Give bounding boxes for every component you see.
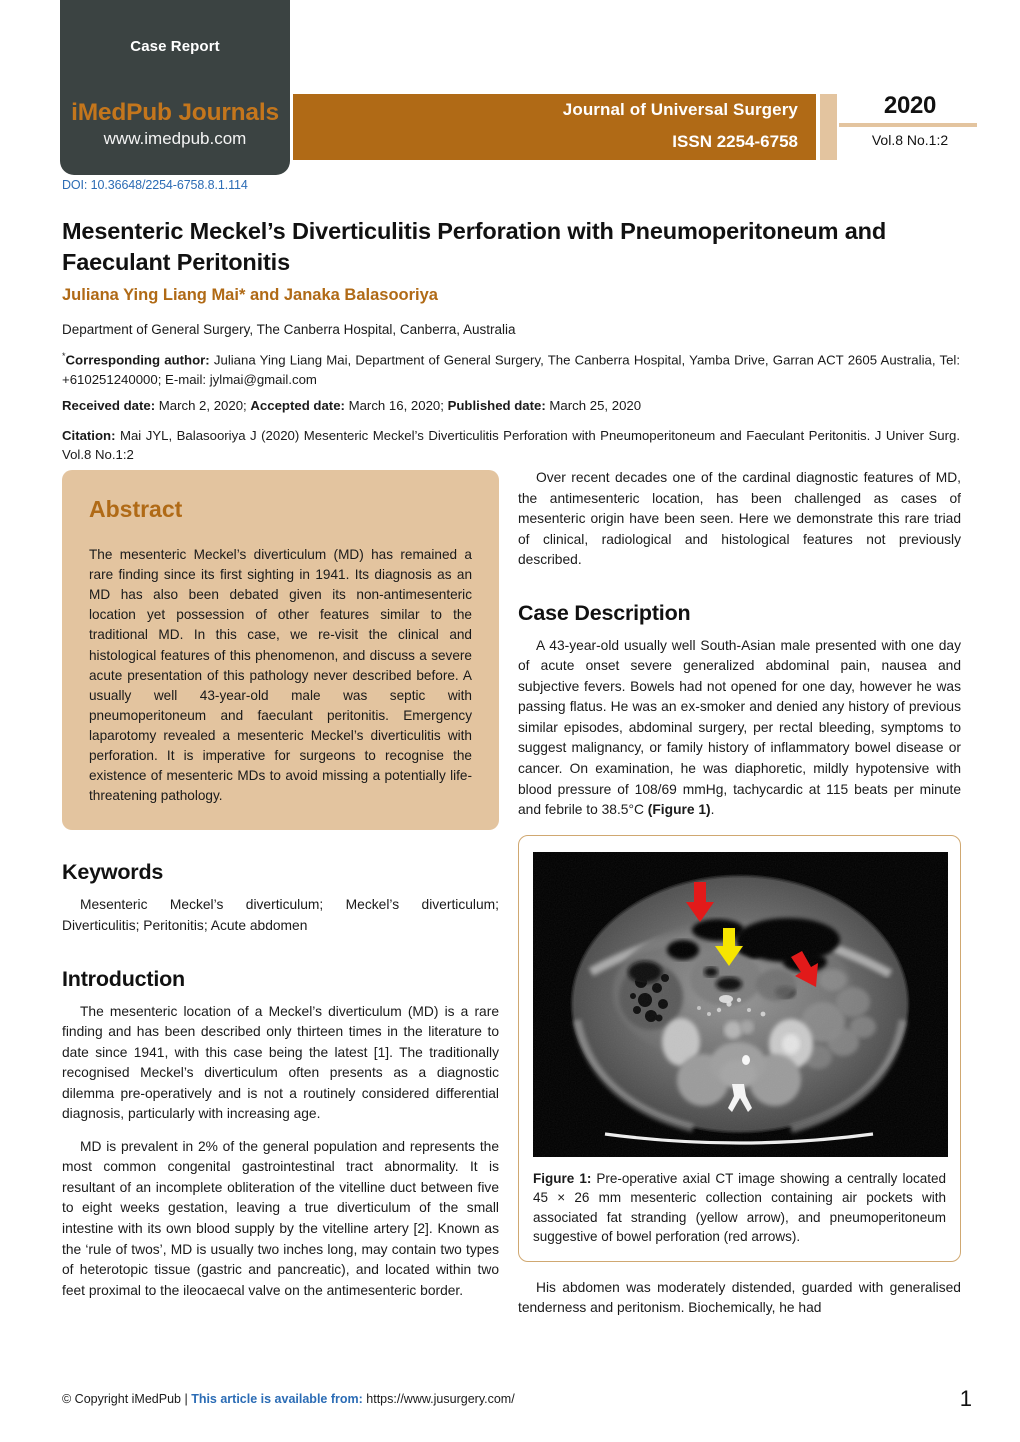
right-column: [518, 468, 961, 1331]
figure-1-container: [518, 835, 961, 1262]
introduction-paragraph-2: MD is prevalent in 2% of the general population and represents the most common congenital gastrointestinal tract abnormality. It is resultant of an incomplete obliteration of the vitelline duct between five to eight weeks gestation, leaving a true diverticulum of the small intestine with its own blood supply by the vitelline artery [2]. Known as the ‘rule of twos’, MD is usually two inches long, may contain two types of heterotopic tissue (gastric and pancreatic), and located within two feet proximal to the ileocaecal valve on the antimesenteric border.: [62, 1138, 499, 1298]
masthead-logo-box: [60, 0, 290, 175]
introduction-paragraph-1: The mesenteric location of a Meckel’s diverticulum (MD) is a rare finding and has been described only thirteen times in the literature to date since 1941, with this case being the latest [1]. The traditionally recognised Meckel’s diverticulum often presents as a diagnostic dilemma pre-operatively and is not a routinely considered differential diagnosis, particularly with increasing age.: [62, 1003, 499, 1122]
year-underline-rule: [839, 123, 977, 127]
figure-1-caption-text: Pre-operative axial CT image showing a centrally located 45 × 26 mm mesenteric collection containing air pockets with associated fat stranding (yellow arrow), and pneumoperitoneum suggestive of bowel perforation (red arrows).: [533, 1170, 946, 1245]
footer-article-url[interactable]: https://www.jusurgery.com/: [362, 1392, 515, 1406]
abstract-box: [62, 470, 499, 830]
published-date-label: Published date:: [447, 398, 546, 413]
abstract-heading: Abstract: [89, 496, 183, 522]
figure-1-caption: [533, 1169, 946, 1247]
footer-available-label: This article is available from:: [191, 1392, 363, 1406]
case-description-paragraph-1: [518, 636, 961, 821]
doi-link[interactable]: DOI: 10.36648/2254-6758.8.1.114: [62, 178, 248, 192]
received-date-value: March 2, 2020;: [155, 398, 251, 413]
volume-issue: Vol.8 No.1:2: [871, 132, 949, 148]
journal-issn: ISSN 2254-6758: [672, 132, 798, 151]
asterisk-marker: *: [62, 351, 66, 361]
page-title: Mesenteric Meckel’s Diverticulitis Perforation with Pneumoperitoneum and Faeculant Peritonitis: [62, 218, 887, 276]
volume-year-block: [845, 92, 975, 148]
corresponding-author-block: [62, 350, 960, 389]
imedpub-website-url: www.imedpub.com: [103, 129, 247, 148]
page-footer: [62, 1392, 515, 1406]
case-description-paragraph-2: His abdomen was moderately distended, guarded with generalised tenderness and peritonism. Biochemically, he had: [518, 1279, 961, 1316]
accepted-date-label: Accepted date:: [250, 398, 345, 413]
author-affiliation: Department of General Surgery, The Canberra Hospital, Canberra, Australia: [62, 322, 516, 337]
imedpub-logo: iMedPub Journals: [71, 99, 279, 126]
publication-dates-block: [62, 396, 960, 415]
accepted-date-value: March 16, 2020;: [344, 398, 448, 413]
ct-scan-image: [533, 852, 948, 1157]
journal-banner: [293, 94, 816, 160]
received-date-label: Received date:: [62, 398, 156, 413]
introduction-continued-paragraph: Over recent decades one of the cardinal diagnostic features of MD, the antimesenteric location, has been challenged as cases of mesenteric origin have been seen. Here we demonstrate this rare triad of clinical, radiological and histological features not previously described.: [518, 470, 961, 568]
page-number: 1: [959, 1386, 972, 1411]
keywords-heading: Keywords: [62, 860, 164, 885]
corresponding-author-details: Juliana Ying Liang Mai, Department of General Surgery, The Canberra Hospital, Yamba Drive, Garran ACT 2605 Australia, Tel: +610251240000; E-mail: jylmai@gmail.com: [62, 352, 960, 387]
keywords-text: Mesenteric Meckel’s diverticulum; Meckel’s diverticulum; Diverticulitis; Peritonitis; Acute abdomen: [62, 897, 499, 933]
figure-reference[interactable]: (Figure 1): [647, 802, 711, 818]
author-list: Juliana Ying Liang Mai* and Janaka Balasooriya: [62, 286, 438, 304]
banner-divider-bar: [820, 94, 837, 160]
case-text-part-c: .: [710, 802, 715, 818]
journal-title: Journal of Universal Surgery: [562, 100, 798, 119]
abstract-text: The mesenteric Meckel’s diverticulum (MD) has remained a rare finding since its first sighting in 1941. Its diagnosis as an MD has also been debated given its non-antimesenteric location yet possession of other features similar to the traditional MD. In this case, we re-visit the clinical and histological features of this phenomenon, and discuss a severe acute presentation of this pathology never described before. A usually well 43-year-old male was septic with pneumoperitoneum and faeculant peritonitis. Emergency laparotomy revealed a mesenteric Meckel’s diverticulitis with perforation. It is imperative for surgeons to recognise the existence of mesenteric MDs to avoid missing a potentially life-threatening pathology.: [89, 547, 472, 804]
publication-year: 2020: [883, 92, 937, 119]
left-column: [62, 470, 499, 1313]
figure-1-label: Figure 1:: [533, 1170, 592, 1186]
corresponding-author-label: Corresponding author:: [65, 352, 210, 368]
citation-text: Mai JYL, Balasooriya J (2020) Mesenteric Meckel’s Diverticulitis Perforation with Pneumoperitoneum and Faeculant Peritonitis. J Univer Surg. Vol.8 No.1:2: [62, 428, 960, 463]
introduction-heading: Introduction: [62, 966, 185, 991]
footer-copyright: © Copyright iMedPub |: [62, 1392, 192, 1406]
case-text-part-a: A 43-year-old usually well South-Asian male presented with one day of acute onset severe generalized abdominal pain, nausea and subjective fevers. Bowels had not opened for one day, however he was passing flatus. He was an ex-smoker and denied any history of previous similar episodes, abdominal surgery, per rectal bleeding, symptoms to suggest malignancy, or family history of inflammatory bowel disease or cancer. On examination, he was diaphoretic, mildly hypotensive with blood pressure of 108/69 mmHg, tachycardic at 115 beats per minute and febrile to 38.5°C: [518, 637, 961, 818]
citation-label: Citation:: [62, 428, 116, 443]
citation-block: [62, 426, 960, 464]
case-description-heading: Case Description: [518, 600, 691, 625]
case-report-tag: Case Report: [130, 38, 220, 55]
ct-scan-svg: [533, 852, 948, 1157]
published-date-value: March 25, 2020: [545, 398, 642, 413]
